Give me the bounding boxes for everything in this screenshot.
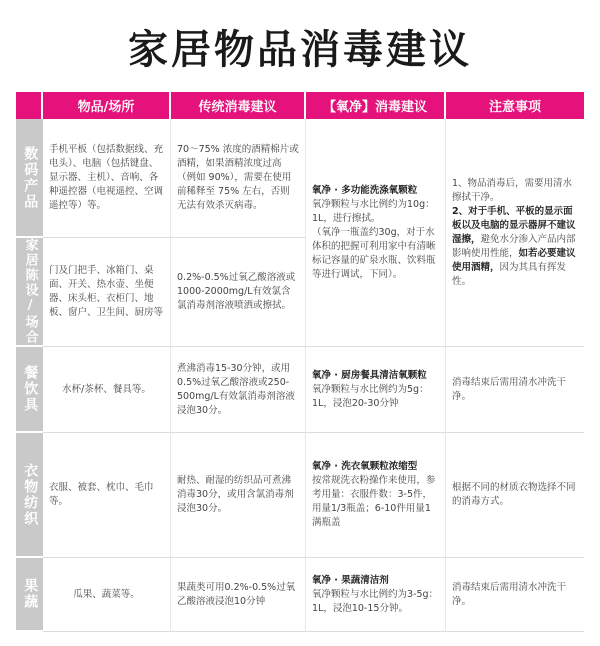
header-corner <box>16 92 43 119</box>
traditional-cell <box>171 433 306 558</box>
notes-text: 根据不同的材质衣物选择不同的消毒方式。 <box>452 482 576 507</box>
notes-line-2 <box>452 205 578 289</box>
category-digital: 数码产品 <box>16 119 43 238</box>
traditional-text: 70～75% 浓度的酒精棉片或酒精，如果酒精浓度过高（例如 90%），需要在使用前稀释至 75% 左右，否则无法有效杀灭病毒。 <box>177 144 299 211</box>
disinfection-table <box>16 92 584 632</box>
oxygen-title: 氧净 · 厨房餐具清洁氧颗粒 <box>312 369 427 381</box>
items-text: 门及门把手、冰箱门、桌面、开关、热水壶、坐便器、床头柜、衣柜门、地板、窗户、卫生间、厨房等 <box>49 265 164 318</box>
oxygen-body-note: （氧净一瓶盖约30g，对于水体积的把握可利用家中有清晰标记容量的矿泉水瓶、饮料瓶等进行调试，下同）。 <box>312 226 436 280</box>
oxygen-title: 氧净 · 洗衣氧颗粒浓缩型 <box>312 461 418 472</box>
page-title: 家居物品消毒建议 <box>128 27 472 73</box>
notes-bold-b: 如若必要建议使用酒精， <box>452 247 576 273</box>
traditional-text: 煮沸消毒15-30分钟，或用0.5%过氧乙酸溶液或250-500mg/L有效氯消毒剂溶液浸泡30分。 <box>177 362 295 416</box>
items-text: 瓜果、蔬菜等。 <box>73 588 140 600</box>
category-tableware: 餐饮具 <box>16 347 43 433</box>
traditional-text: 果蔬类可用0.2%-0.5%过氧乙酸溶液浸泡10分钟 <box>177 581 296 607</box>
oxygen-cell <box>306 433 446 558</box>
traditional-text: 耐热、耐湿的纺织品可煮沸消毒30分，或用含氯消毒剂浸泡30分。 <box>177 475 294 514</box>
notes-cell <box>446 433 584 558</box>
traditional-cell <box>171 558 306 632</box>
oxygen-body: 按常规洗衣粉操作来使用，参考用量：衣服件数：3-5件，用量1/3瓶盖；6-10件用量1满瓶盖 <box>312 475 436 528</box>
oxygen-body: 氧净颗粒与水比例约为5g：1L，浸泡20-30分钟 <box>312 383 429 409</box>
header-items: 物品/场所 <box>43 92 171 119</box>
notes-merged-cell <box>446 119 584 347</box>
notes-cell <box>446 558 584 632</box>
oxygen-merged-cell <box>306 119 446 347</box>
items-text: 手机平板（包括数据线、充电头）、电脑（包括键盘、显示器、主机）、音响、各种遥控器（电视遥控、空调遥控等）等。 <box>49 144 164 211</box>
oxygen-cell <box>306 347 446 433</box>
items-cell <box>43 119 171 238</box>
category-home: 家居陈设/场合 <box>16 238 43 347</box>
header-oxygen: 【氧净】消毒建议 <box>306 92 446 119</box>
notes-text: 消毒结束后需用清水冲洗干净。 <box>452 581 567 607</box>
notes-bold: 2、对于手机、平板的显示面板以及电脑的显示器屏不建议湿擦， <box>452 205 576 245</box>
category-produce: 果蔬 <box>16 558 43 632</box>
traditional-cell <box>171 347 306 433</box>
traditional-cell <box>171 238 306 347</box>
traditional-text: 0.2%-0.5%过氧乙酸溶液或1000-2000mg/L有效氯含氯消毒剂溶液喷洒或擦拭。 <box>177 272 296 311</box>
items-text: 水杯/茶杯、餐具等。 <box>62 383 151 395</box>
header-traditional: 传统消毒建议 <box>171 92 306 119</box>
oxygen-cell <box>306 558 446 632</box>
notes-plain: 避免水分渗入产品内部影响使用性能， <box>452 233 576 259</box>
items-text: 衣服、被套、枕巾、毛巾等。 <box>49 482 154 507</box>
items-cell <box>43 433 171 558</box>
oxygen-title: 氧净 · 果蔬清洁剂 <box>312 574 389 586</box>
oxygen-body: 氧净颗粒与水比例约为10g：1L，进行擦拭。 <box>312 198 435 224</box>
oxygen-body: 氧净颗粒与水比例约为3-5g：1L，浸泡10-15分钟。 <box>312 588 439 614</box>
traditional-cell <box>171 119 306 238</box>
oxygen-title: 氧净 · 多功能洗涤氧颗粒 <box>312 184 418 196</box>
category-textile: 衣物纺织 <box>16 433 43 558</box>
notes-tail: 因为其具有挥发性。 <box>452 261 567 287</box>
notes-line-1: 1、物品消毒后，需要用清水擦拭干净。 <box>452 177 573 203</box>
notes-text: 消毒结束后需用清水冲洗干净。 <box>452 376 567 402</box>
items-cell <box>43 347 171 433</box>
items-cell <box>43 558 171 632</box>
header-notes: 注意事项 <box>446 92 584 119</box>
notes-cell <box>446 347 584 433</box>
items-cell <box>43 238 171 347</box>
